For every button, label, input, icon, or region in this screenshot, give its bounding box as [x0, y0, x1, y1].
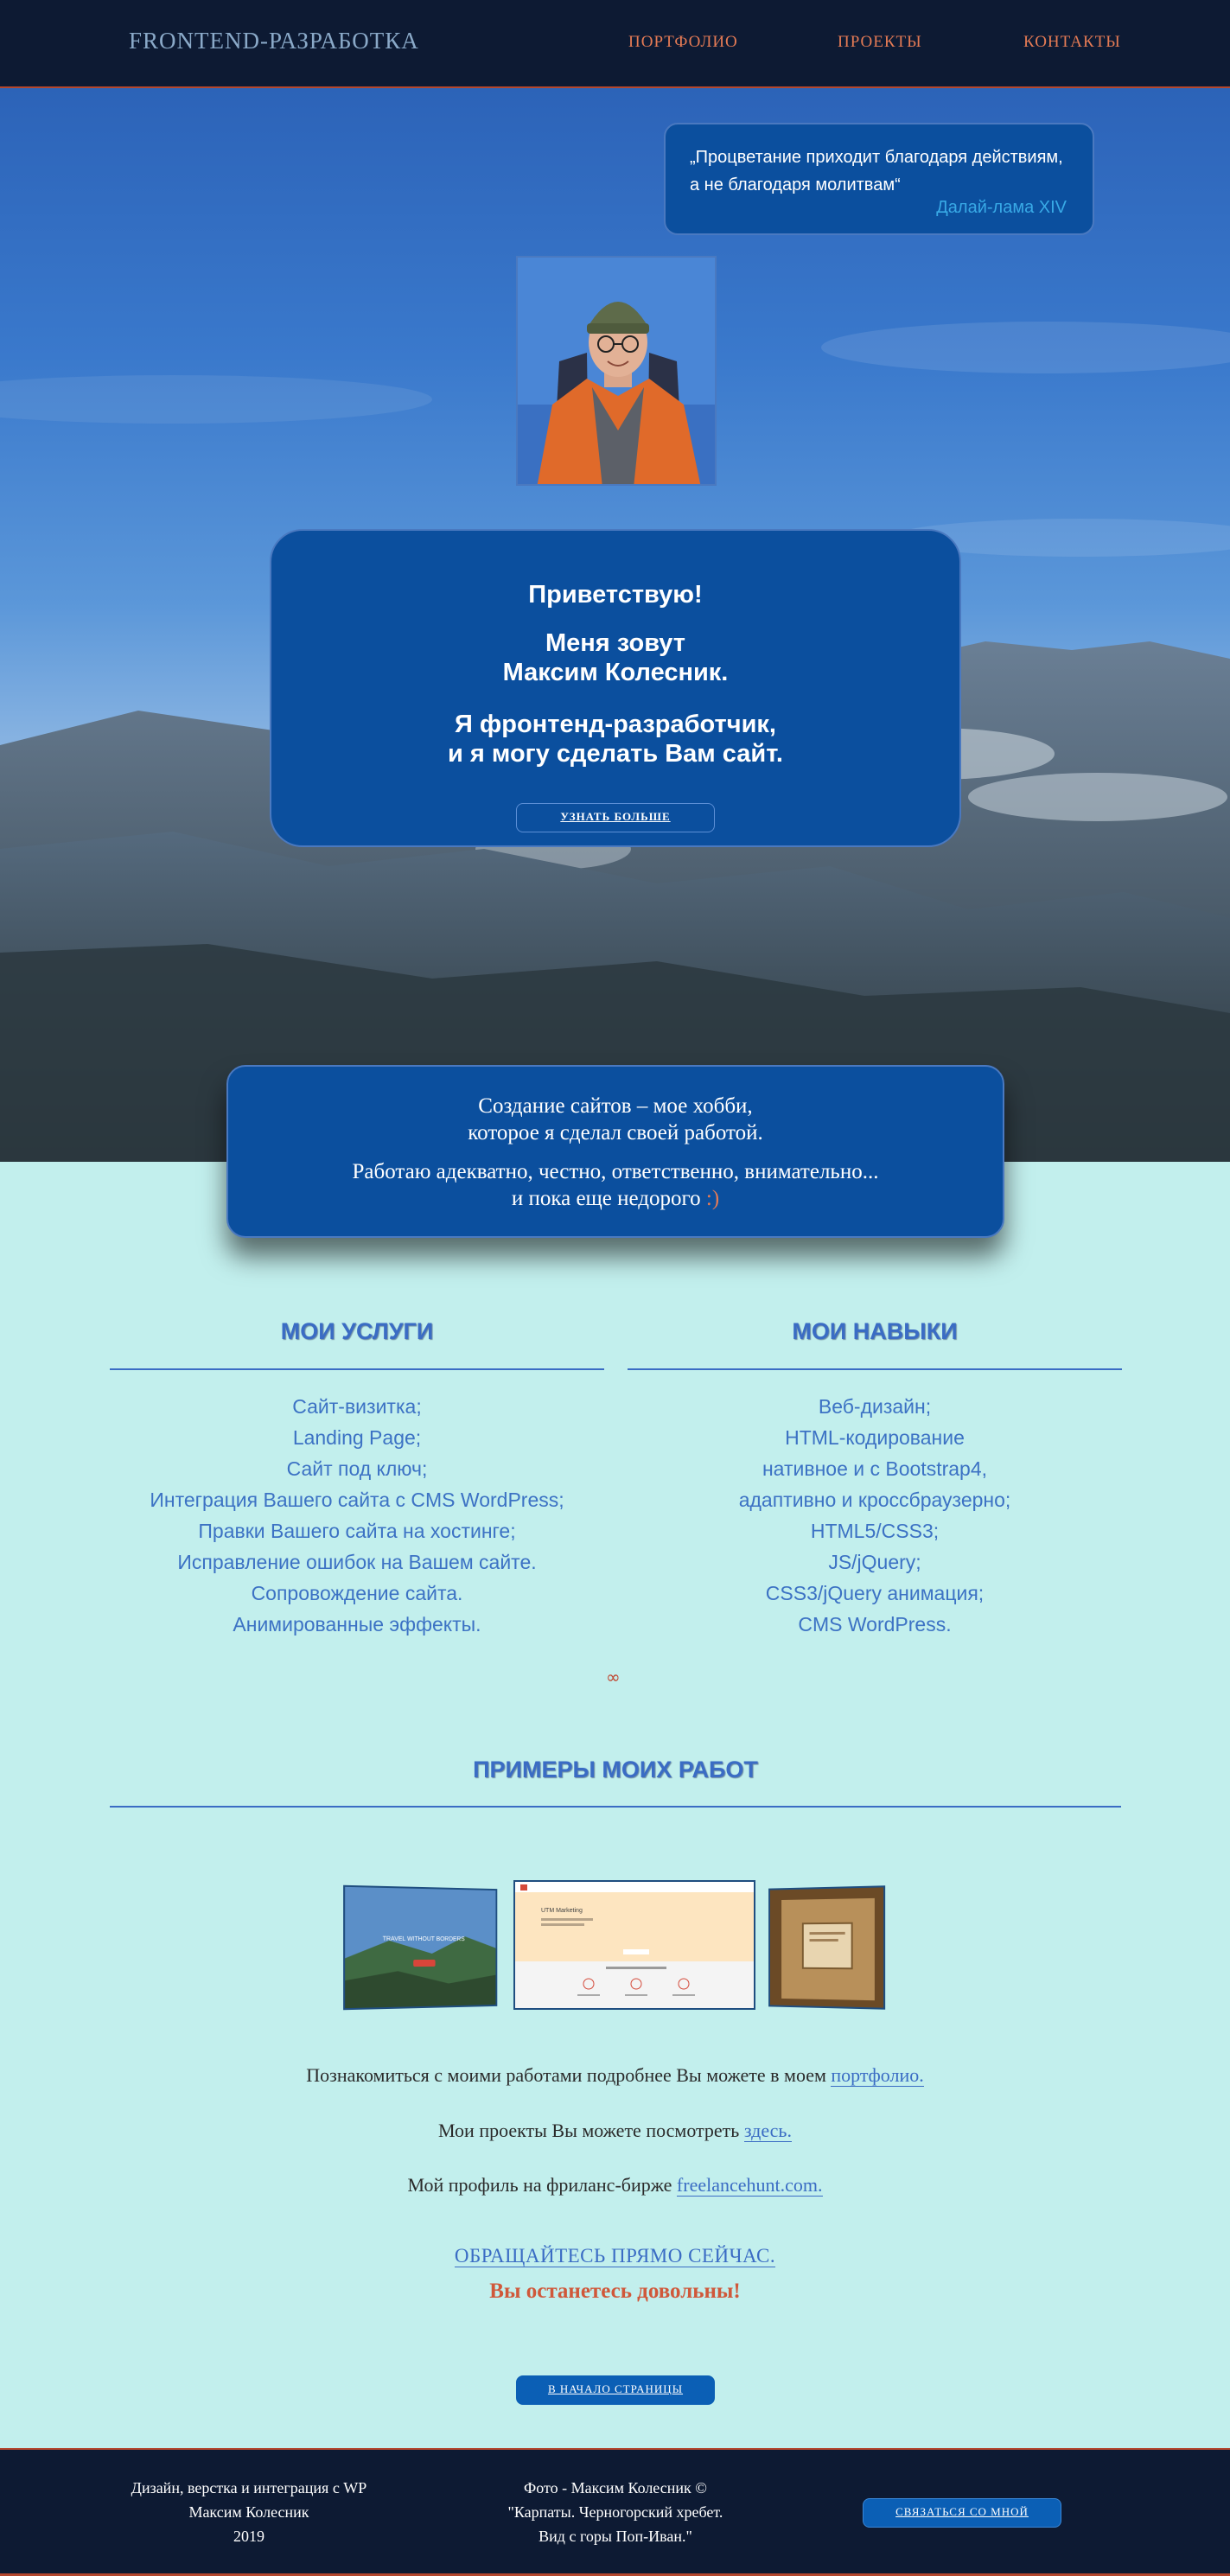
back-to-top-button[interactable]: В НАЧАЛО СТРАНИЦЫ — [516, 2375, 715, 2405]
services-item: Интеграция Вашего сайта с CMS WordPress; — [150, 1489, 564, 1511]
contact-now-link[interactable]: ОБРАЩАЙТЕСЬ ПРЯМО СЕЙЧАС. — [454, 2245, 776, 2267]
skills-column — [628, 1318, 1122, 1640]
portfolio-paragraph — [0, 2064, 1230, 2087]
services-item: Сайт-визитка; — [292, 1395, 422, 1418]
freelancehunt-link[interactable]: freelancehunt.com. — [676, 2174, 823, 2196]
contact-me-button[interactable]: СВЯЗАТЬСЯ СО МНОЙ — [863, 2498, 1061, 2528]
hobby-line-3: Работаю адекватно, честно, ответственно, внимательно... — [352, 1160, 879, 1183]
footer-photo-credits — [481, 2476, 750, 2548]
nav-projects-link[interactable]: ПРОЕКТЫ — [838, 33, 922, 51]
skills-divider — [628, 1368, 1122, 1370]
name-line-2: Максим Колесник. — [502, 659, 729, 686]
about-line-1: Я фронтенд-разработчик, — [455, 711, 776, 738]
hobby-line-4-wrap — [228, 1185, 1003, 1212]
carousel-slide-vintage[interactable] — [768, 1885, 885, 2009]
services-item: Landing Page; — [292, 1426, 422, 1449]
services-item: Сайт под ключ; — [286, 1457, 428, 1480]
services-title: МОИ УСЛУГИ — [280, 1318, 434, 1344]
name-line-1: Меня зовут — [545, 629, 685, 657]
footer-credits-line-1: Дизайн, верстка и интеграция с WP — [131, 2479, 367, 2496]
profile-paragraph — [0, 2174, 1230, 2197]
footer-photo-line-3: Вид с горы Поп-Иван." — [539, 2528, 692, 2545]
footer-credits-line-3: 2019 — [233, 2528, 264, 2545]
satisfaction-text: Вы останетесь довольны! — [489, 2280, 741, 2303]
projects-paragraph — [0, 2120, 1230, 2142]
greeting-text: Приветствую! — [528, 581, 703, 609]
quote-line-2: а не благодаря молитвам“ — [690, 175, 901, 194]
footer-credits-line-2: Максим Колесник — [188, 2503, 309, 2521]
nav-contacts-link[interactable]: КОНТАКТЫ — [1023, 33, 1121, 51]
skills-item: нативное и с Bootstrap4, — [762, 1457, 988, 1480]
services-list — [110, 1391, 604, 1640]
site-logo[interactable]: FRONTEND-РАЗРАБОТКА — [129, 28, 419, 54]
skills-item: JS/jQuery; — [828, 1551, 921, 1573]
skills-item: CMS WordPress. — [798, 1613, 952, 1636]
hero-section — [0, 88, 1230, 1162]
slide2-heading: UTM Marketing — [541, 1908, 583, 1914]
portfolio-text: Познакомиться с моими работами подробнее Вы можете в моем — [306, 2064, 826, 2086]
skills-item: CSS3/jQuery анимация; — [765, 1582, 985, 1604]
works-carousel[interactable] — [344, 1880, 889, 2014]
hobby-line-1: Создание сайтов – мое хобби, — [478, 1094, 753, 1118]
carousel-slide-travel[interactable] — [343, 1885, 497, 2011]
services-item: Анимированные эффекты. — [233, 1613, 481, 1636]
services-column — [110, 1318, 604, 1640]
services-divider — [110, 1368, 604, 1370]
footer-credits — [119, 2476, 379, 2548]
services-item: Правки Вашего сайта на хостинге; — [198, 1520, 516, 1542]
hobby-line-4: и пока еще недорого — [511, 1187, 701, 1210]
footer-photo-line-1: Фото - Максим Колесник © — [524, 2479, 707, 2496]
skills-item: HTML5/CSS3; — [810, 1520, 940, 1542]
profile-text: Мой профиль на фриланс-бирже — [407, 2174, 672, 2196]
about-text — [271, 710, 959, 768]
skills-item: адаптивно и кроссбраузерно; — [738, 1489, 1011, 1511]
works-title: ПРИМЕРЫ МОИХ РАБОТ — [473, 1757, 758, 1782]
site-footer — [0, 2448, 1230, 2576]
nav-portfolio-link[interactable]: ПОРТФОЛИО — [628, 33, 738, 51]
carousel-slide-utm[interactable] — [513, 1880, 755, 2010]
cta-line — [0, 2245, 1230, 2267]
skills-title: МОИ НАВЫКИ — [792, 1318, 958, 1344]
quote-line-1: „Процветание приходит благодаря действиям, — [690, 148, 1063, 167]
services-item: Исправление ошибок на Вашем сайте. — [177, 1551, 537, 1573]
name-text — [271, 628, 959, 687]
about-line-2: и я могу сделать Вам сайт. — [448, 740, 783, 768]
infinity-icon: ∞ — [606, 1667, 621, 1687]
learn-more-button[interactable]: УЗНАТЬ БОЛЬШЕ — [516, 803, 715, 832]
services-item: Сопровождение сайта. — [251, 1582, 463, 1604]
projects-text: Мои проекты Вы можете посмотреть — [438, 2120, 740, 2141]
site-header — [0, 0, 1230, 88]
hobby-line-2: которое я сделал своей работой. — [468, 1121, 763, 1145]
quote-box — [664, 123, 1094, 235]
quote-author: Далай-лама XIV — [936, 198, 1067, 217]
skills-list — [628, 1391, 1122, 1640]
skills-item: Веб-дизайн; — [818, 1395, 932, 1418]
smile-icon: :) — [705, 1187, 720, 1210]
hobby-panel — [226, 1065, 1004, 1238]
works-divider — [110, 1806, 1121, 1808]
portfolio-link[interactable]: портфолио. — [831, 2064, 924, 2086]
author-photo — [516, 256, 717, 486]
intro-panel — [270, 529, 961, 847]
slide1-heading: TRAVEL WITHOUT BORDERS — [382, 1935, 465, 1943]
skills-item: HTML-кодирование — [785, 1426, 965, 1449]
footer-photo-line-2: "Карпаты. Черногорский хребет. — [507, 2503, 723, 2521]
projects-link[interactable]: здесь. — [743, 2120, 792, 2141]
